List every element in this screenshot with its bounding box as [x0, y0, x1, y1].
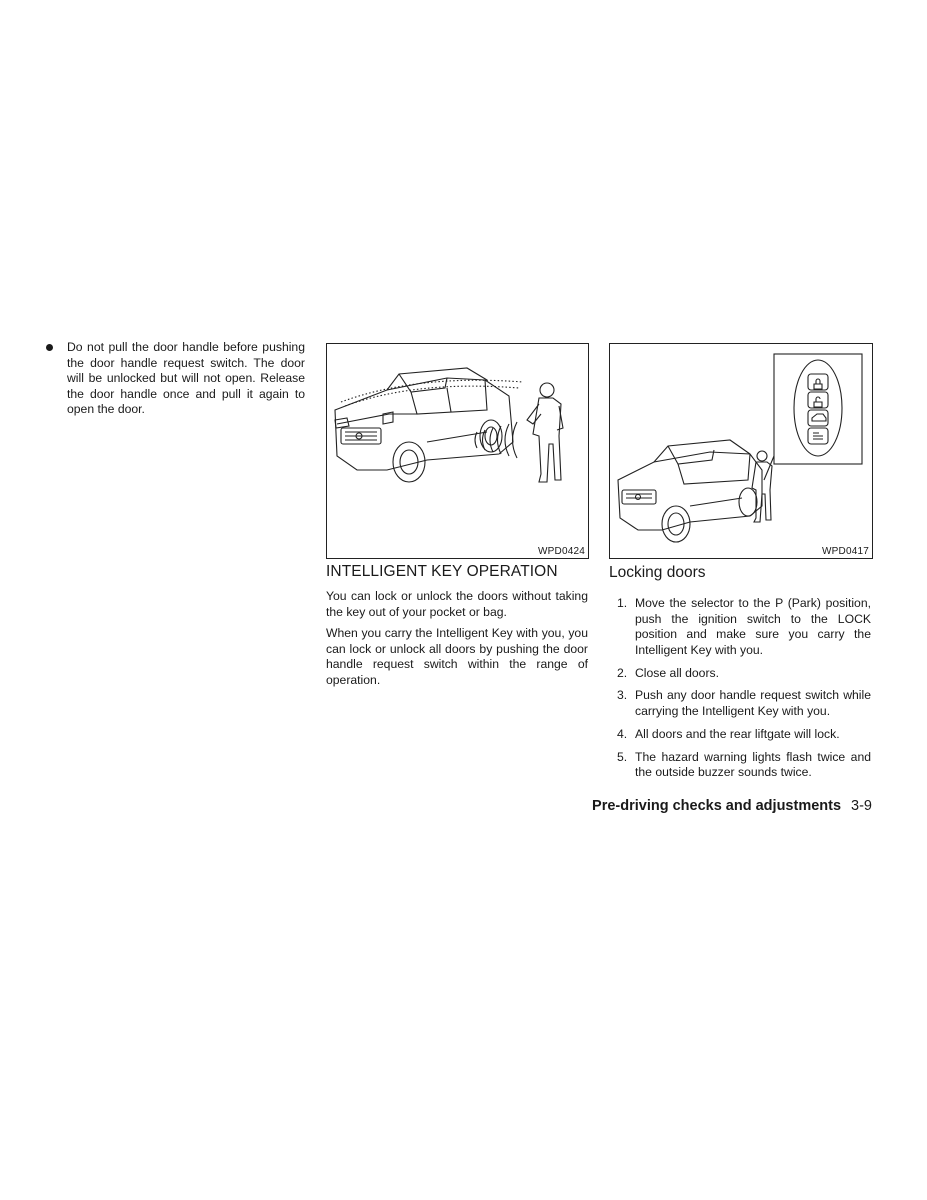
step-number: 3. — [617, 688, 628, 703]
step-text: All doors and the rear liftgate will lock. — [635, 726, 840, 741]
bullet-dot-icon — [46, 344, 53, 351]
bullet-text: Do not pull the door handle before pushing the door handle request switch. The door will be unlocked but will not open. Release the door handle once and pull it again to open the door. — [67, 340, 305, 417]
step-text: Close all doors. — [635, 665, 719, 680]
footer-section-title: Pre-driving checks and adjustments — [592, 798, 842, 814]
section-heading-intelligent-key: INTELLIGENT KEY OPERATION — [326, 563, 558, 580]
figure-code: WPD0417 — [822, 546, 869, 557]
vehicle-illustration-1 — [327, 344, 588, 558]
step-text: Move the selector to the P (Park) position, push the ignition switch to the LOCK position and make sure you carry the Intelligent Key with you. — [635, 596, 871, 657]
page-footer — [592, 798, 872, 814]
list-item — [609, 666, 871, 682]
step-text: The hazard warning lights flash twice and the outside buzzer sounds twice. — [635, 749, 871, 780]
figure-intelligent-key-operation — [326, 343, 589, 559]
page-number: 3-9 — [851, 798, 872, 814]
step-number: 4. — [617, 726, 628, 741]
list-item — [609, 596, 871, 658]
list-item — [609, 688, 871, 719]
step-number: 5. — [617, 749, 628, 764]
list-item — [609, 727, 871, 743]
vehicle-illustration-2 — [610, 344, 872, 558]
paragraph-1: You can lock or unlock the doors without taking the key out of your pocket or bag. — [326, 589, 588, 619]
left-column — [46, 340, 305, 418]
bullet-item — [46, 340, 305, 418]
step-number: 2. — [617, 665, 628, 680]
paragraph-2: When you carry the Intelligent Key with you, you can lock or unlock all doors by pushing the door handle request switch within the range of operation. — [326, 626, 588, 687]
steps-list — [609, 596, 871, 788]
step-number: 1. — [617, 596, 628, 610]
section-heading-locking-doors: Locking doors — [609, 564, 706, 581]
figure-code: WPD0424 — [538, 546, 585, 557]
list-item — [609, 750, 871, 781]
step-text: Push any door handle request switch while carrying the Intelligent Key with you. — [635, 688, 871, 718]
figure-locking-doors — [609, 343, 873, 559]
